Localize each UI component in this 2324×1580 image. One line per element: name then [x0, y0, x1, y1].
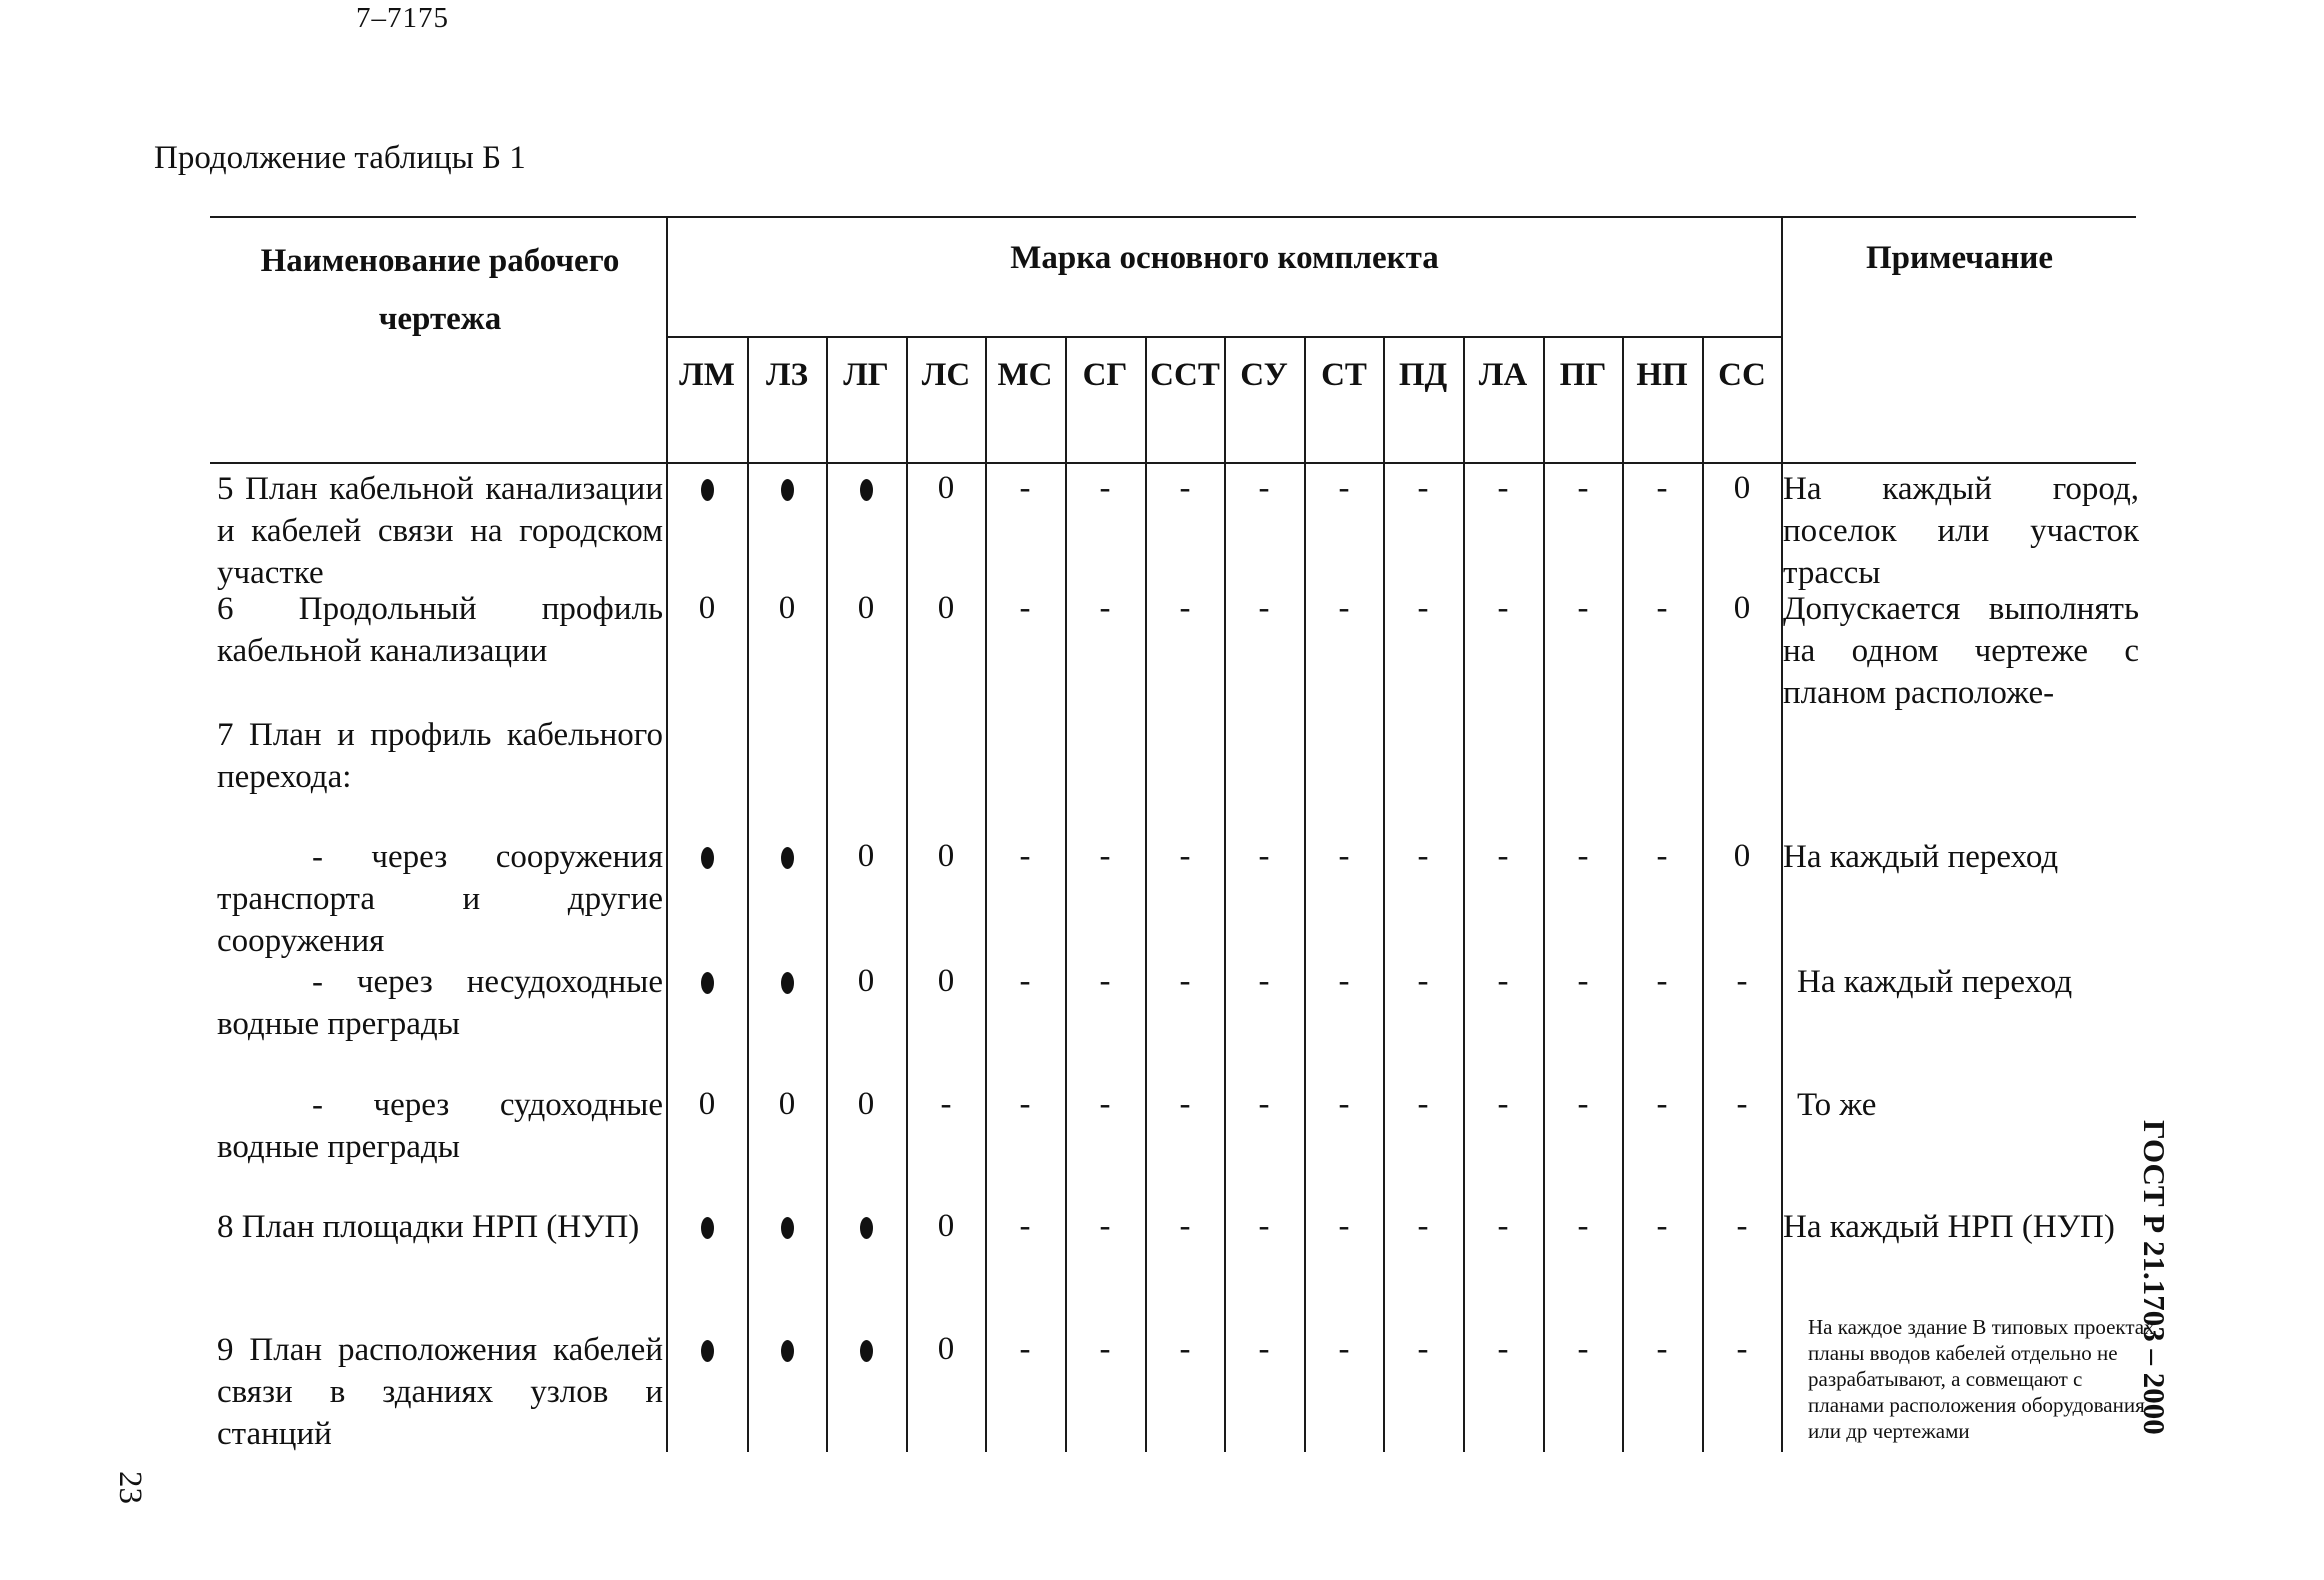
cell-mark: - [1019, 838, 1031, 874]
cell-mark: - [1417, 963, 1429, 999]
cell-mark: - [1497, 963, 1509, 999]
cell-mark: - [1736, 1208, 1748, 1244]
cell-mark: - [1179, 1208, 1191, 1244]
mark-code-ССТ: ССТ [1150, 357, 1220, 393]
cell-mark: - [1656, 1086, 1668, 1122]
cell-mark: - [1258, 470, 1270, 506]
note-column-header: Примечание [1865, 240, 2054, 276]
filled-dot-mark [826, 470, 906, 507]
filled-dot-mark [667, 1331, 747, 1368]
cell-mark: - [1258, 838, 1270, 874]
cell-mark: 0 [857, 1086, 875, 1122]
filled-dot-mark [667, 1208, 747, 1245]
filled-dot-icon [781, 1340, 794, 1362]
filled-dot-icon [860, 1340, 873, 1362]
filled-dot-mark [747, 1208, 827, 1245]
row-8-name: 8 План площадки НРП (НУП) [217, 1209, 640, 1245]
cell-mark: - [1736, 1086, 1748, 1122]
mark-code-СС: СС [1718, 357, 1766, 393]
cell-mark: 0 [937, 838, 955, 874]
cell-mark: - [1019, 470, 1031, 506]
cell-mark: - [1258, 1086, 1270, 1122]
cell-mark: - [1258, 590, 1270, 626]
filled-dot-mark [826, 1331, 906, 1368]
cell-mark: - [1656, 470, 1668, 506]
filled-dot-mark [826, 1208, 906, 1245]
cell-mark: - [1417, 470, 1429, 506]
filled-dot-mark [747, 470, 827, 507]
cell-mark: - [1019, 963, 1031, 999]
filled-dot-icon [701, 479, 714, 501]
cell-mark: - [1099, 590, 1111, 626]
table-top-rule [210, 216, 2136, 218]
cell-mark: - [1099, 1208, 1111, 1244]
filled-dot-mark [667, 470, 747, 507]
cell-mark: 0 [778, 1086, 796, 1122]
filled-dot-icon [781, 1217, 794, 1239]
row-7c-note: То же [1797, 1087, 1877, 1123]
cell-mark: - [1497, 590, 1509, 626]
cell-mark: 0 [857, 838, 875, 874]
cell-mark: - [1179, 470, 1191, 506]
mark-code-ЛМ: ЛМ [679, 357, 735, 393]
cell-mark: - [1736, 1331, 1748, 1367]
mark-column-header: Марка основного комплекта [1010, 240, 1439, 276]
filled-dot-mark [747, 963, 827, 1000]
filled-dot-mark [667, 963, 747, 1000]
cell-mark: - [1338, 1086, 1350, 1122]
filled-dot-mark [747, 838, 827, 875]
cell-mark: - [1338, 1331, 1350, 1367]
mark-code-СУ: СУ [1240, 357, 1288, 393]
cell-mark: - [1258, 1331, 1270, 1367]
cell-mark: 0 [698, 590, 716, 626]
cell-mark: 0 [1733, 590, 1751, 626]
cell-mark: - [1179, 963, 1191, 999]
cell-mark: - [1099, 1086, 1111, 1122]
cell-mark: - [1497, 1086, 1509, 1122]
cell-mark: - [1656, 963, 1668, 999]
cell-mark: - [1258, 963, 1270, 999]
row-6-name: 6 Продольный профиль кабельной канализации [217, 591, 663, 669]
note-column-divider [1781, 216, 1783, 1452]
cell-mark: - [1338, 470, 1350, 506]
mark-code-ЛГ: ЛГ [843, 357, 889, 393]
filled-dot-icon [701, 847, 714, 869]
cell-mark: - [1656, 590, 1668, 626]
name-column-header: Наименование рабочего чертежа [260, 243, 620, 337]
cell-mark: - [1417, 590, 1429, 626]
mark-code-НП: НП [1636, 357, 1688, 393]
cell-mark: - [1736, 963, 1748, 999]
cell-mark: - [1577, 590, 1589, 626]
cell-mark: - [1577, 470, 1589, 506]
cell-mark: 0 [937, 1208, 955, 1244]
filled-dot-mark [747, 1331, 827, 1368]
cell-mark: 0 [937, 963, 955, 999]
cell-mark: - [1179, 1086, 1191, 1122]
cell-mark: 0 [857, 963, 875, 999]
row-9-name: 9 План расположения кабелей связи в зданиях узлов и станций [217, 1332, 663, 1452]
row-7-name: 7 План и профиль кабельного перехода: [217, 717, 663, 795]
cell-mark: 0 [937, 1331, 955, 1367]
row-8-note: На каждый НРП (НУП) [1783, 1209, 2115, 1245]
cell-mark: - [1019, 1086, 1031, 1122]
cell-mark: - [1417, 1331, 1429, 1367]
cell-mark: - [1656, 1331, 1668, 1367]
cell-mark: - [1577, 963, 1589, 999]
cell-mark: 0 [1733, 470, 1751, 506]
cell-mark: - [1577, 1208, 1589, 1244]
cell-mark: - [1258, 1208, 1270, 1244]
name-column-divider [666, 216, 668, 1452]
mark-code-ПГ: ПГ [1559, 357, 1607, 393]
row-6-note: Допускается выполнять на одном чертеже с планом расположе- [1783, 591, 2139, 711]
cell-mark: - [1179, 1331, 1191, 1367]
cell-mark: - [1656, 838, 1668, 874]
filled-dot-icon [701, 972, 714, 994]
mark-code-ЛС: ЛС [921, 357, 971, 393]
row-7b-note: На каждый переход [1797, 964, 2073, 1000]
cell-mark: - [1417, 1208, 1429, 1244]
cell-mark: - [1099, 1331, 1111, 1367]
filled-dot-icon [860, 1217, 873, 1239]
row-9-note: На каждое здание В типовых проектах планы вводов кабелей отдельно не разрабатывают, а совмещают с планами расположения оборудования или др чертежами [1808, 1315, 2155, 1443]
cell-mark: 0 [857, 590, 875, 626]
row-5-name: 5 План кабельной канализации и кабелей связи на городском участке [217, 471, 663, 591]
mark-code-СГ: СГ [1082, 357, 1128, 393]
cell-mark: - [1656, 1208, 1668, 1244]
cell-mark: - [1019, 1208, 1031, 1244]
filled-dot-icon [701, 1340, 714, 1362]
cell-mark: 0 [698, 1086, 716, 1122]
cell-mark: - [1577, 838, 1589, 874]
cell-mark: 0 [937, 470, 955, 506]
cell-mark: - [1179, 838, 1191, 874]
table-caption: Продолжение таблицы Б 1 [154, 140, 526, 176]
cell-mark: - [1577, 1086, 1589, 1122]
cell-mark: - [1019, 590, 1031, 626]
cell-mark: 0 [1733, 838, 1751, 874]
cell-mark: - [1497, 1208, 1509, 1244]
row-7c-name: - через судоходные водные преграды [217, 1087, 663, 1165]
document-number: 7–7175 [356, 2, 449, 34]
cell-mark: - [1497, 470, 1509, 506]
cell-mark: - [1099, 963, 1111, 999]
cell-mark: - [1417, 1086, 1429, 1122]
mark-code-ЛЗ: ЛЗ [765, 357, 808, 393]
cell-mark: 0 [937, 590, 955, 626]
filled-dot-icon [781, 972, 794, 994]
page-number: 23 [112, 1471, 148, 1504]
cell-mark: - [1577, 1331, 1589, 1367]
mark-code-МС: МС [997, 357, 1053, 393]
cell-mark: - [1099, 470, 1111, 506]
filled-dot-mark [667, 838, 747, 875]
cell-mark: - [1338, 963, 1350, 999]
cell-mark: 0 [778, 590, 796, 626]
cell-mark: - [940, 1086, 952, 1122]
cell-mark: - [1497, 838, 1509, 874]
cell-mark: - [1179, 590, 1191, 626]
filled-dot-icon [781, 479, 794, 501]
cell-mark: - [1338, 838, 1350, 874]
row-7b-name: - через несудоходные водные преграды [217, 964, 663, 1042]
row-5-note: На каждый город, поселок или участок трассы [1783, 471, 2139, 591]
header-bottom-rule [210, 462, 2136, 464]
filled-dot-icon [860, 479, 873, 501]
cell-mark: - [1338, 590, 1350, 626]
mark-code-ПД: ПД [1398, 357, 1448, 393]
filled-dot-icon [781, 847, 794, 869]
cell-mark: - [1417, 838, 1429, 874]
row-7a-name: - через сооружения транспорта и другие сооружения [217, 839, 663, 959]
cell-mark: - [1338, 1208, 1350, 1244]
side-gost-label: ГОСТ Р 21.1703 – 2000 [2137, 1120, 2172, 1435]
filled-dot-icon [701, 1217, 714, 1239]
row-7a-note: На каждый переход [1783, 839, 2059, 875]
mark-code-СТ: СТ [1321, 357, 1367, 393]
cell-mark: - [1099, 838, 1111, 874]
cell-mark: - [1019, 1331, 1031, 1367]
cell-mark: - [1497, 1331, 1509, 1367]
mark-code-ЛА: ЛА [1478, 357, 1528, 393]
